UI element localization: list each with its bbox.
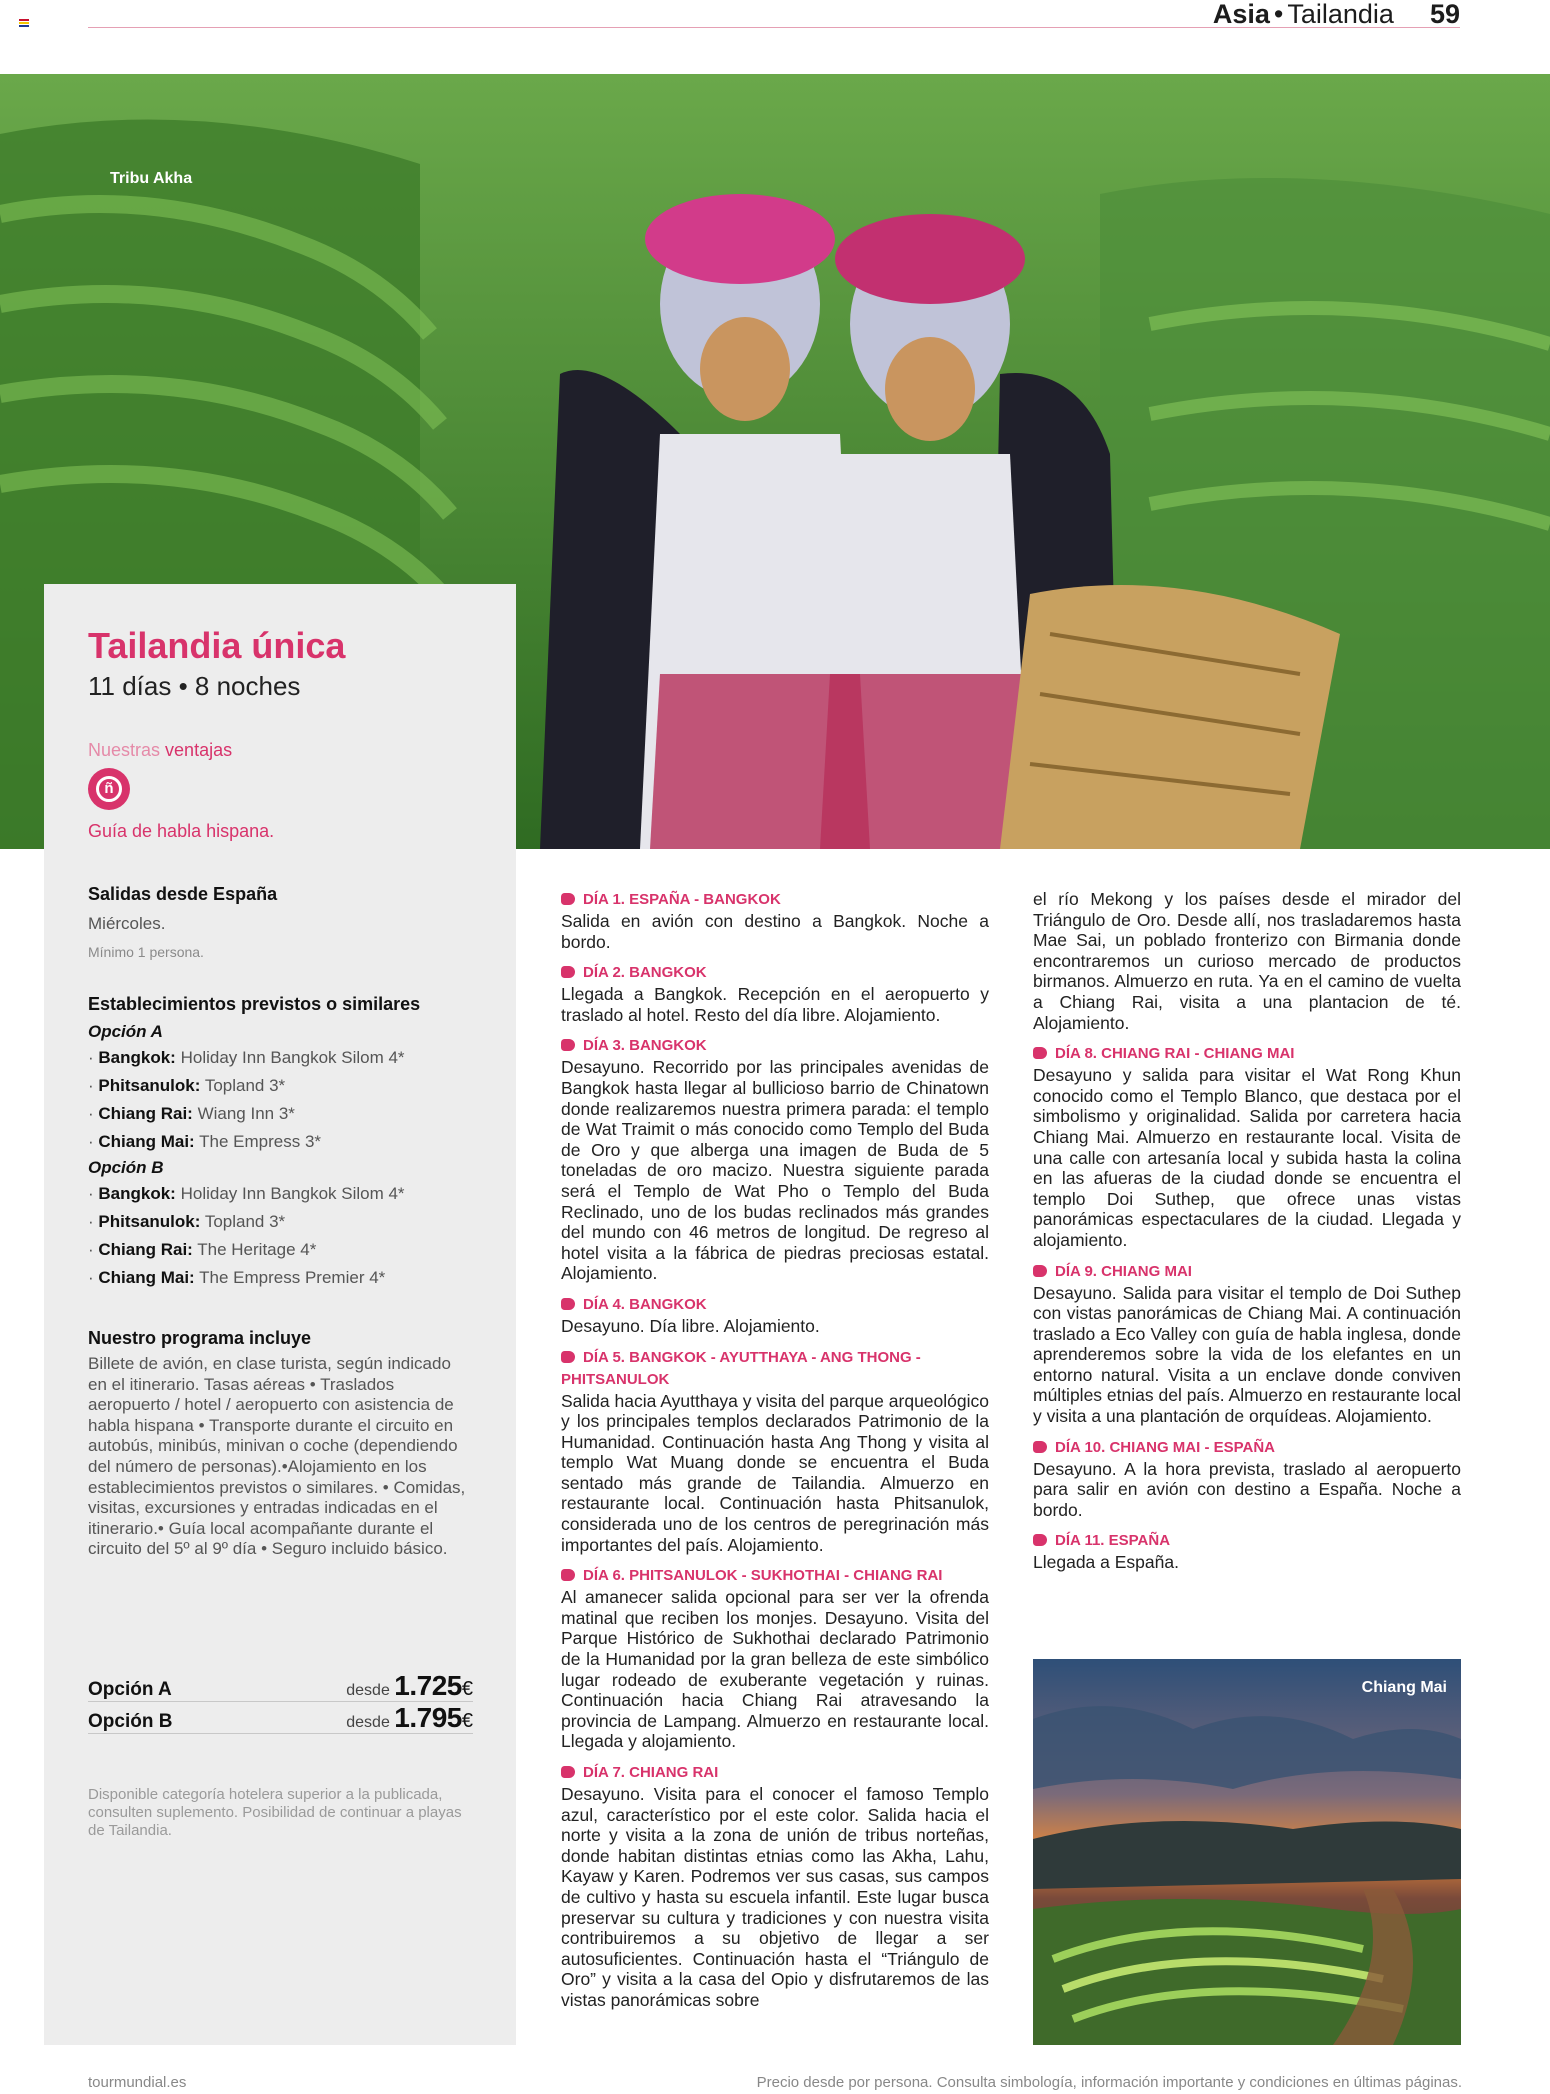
trip-details xyxy=(88,882,473,1560)
day-marker-icon xyxy=(561,966,575,978)
advantages-heading xyxy=(88,740,232,761)
hotel-option-a xyxy=(88,1020,473,1156)
header-separator: • xyxy=(1273,0,1284,29)
day-marker-icon xyxy=(561,1298,575,1310)
hotel-item: · Phitsanulok: Topland 3* xyxy=(88,1076,286,1095)
itinerary-day: DÍA 6. PHITSANULOK - SUKHOTHAI - CHIANG RAI Al amanecer salida opcional para ser ver la ofrenda matinal que reciben los monjes. Desayuno. Visita del Parque Histórico de Sukhothai declarado Patrimonio de la Humanidad por la gran belleza de este simbólico lugar rodeado de exuberante vegetación y ruinas. Continuación hacia Chiang Rai atravesando la provincia de Lampang. Almuerzo en restaurante local. Llegada y alojamiento. xyxy=(561,1567,989,1752)
hotel-item: · Chiang Mai: The Empress Premier 4* xyxy=(88,1268,386,1287)
hotel-option-label: Opción B xyxy=(88,1158,164,1177)
day-marker-icon xyxy=(561,1351,575,1363)
itinerary-day: DÍA 2. BANGKOK Llegada a Bangkok. Recepción en el aeropuerto y traslado al hotel. Resto del día libre. Alojamiento. xyxy=(561,964,989,1025)
itinerary-column-2 xyxy=(1033,889,1461,1583)
departures-heading: Salidas desde España xyxy=(88,884,278,904)
photo-caption: Chiang Mai xyxy=(1361,1679,1447,1696)
day-marker-icon xyxy=(1033,1047,1047,1059)
itinerary-day: DÍA 11. ESPAÑA Llegada a España. xyxy=(1033,1532,1179,1573)
hotel-option-b xyxy=(88,1156,473,1292)
price-amount: 1.725 xyxy=(394,1670,462,1701)
itinerary-day: DÍA 9. CHIANG MAI Desayuno. Salida para visitar el templo de Doi Suthep con vistas panorámicas de Chiang Mai. A continuación traslado a Eco Valley con guía de habla inglesa, donde aprenderemos sobre la vida de los elefantes en un entorno natural. Visita a un enclave donde conviven múltiples etnias del país. Almuerzo en restaurante local y visita a una plantación de orquídeas. Alojamiento. xyxy=(1033,1262,1462,1427)
chiang-mai-photo xyxy=(1033,1659,1461,2045)
includes-text: Billete de avión, en clase turista, según indicado en el itinerario. Tasas aéreas • Traslados aeropuerto / hotel / aeropuerto con asistencia de habla hispana • Transporte durante el circuito en autobús, minibús, minivan o coche (dependiendo del número de personas).•Alojamiento en los establecimientos previstos o similares. • Comidas, visitas, excursiones y entradas indicadas en el itinerario.• Guía local acompañante durante el circuito del 5º al 9º día • Seguro incluido básico. xyxy=(88,1354,466,1559)
price-row: Opción B desde 1.795€ xyxy=(88,1702,473,1733)
includes-heading: Nuestro programa incluye xyxy=(88,1328,312,1348)
hotel-item: · Chiang Rai: Wiang Inn 3* xyxy=(88,1104,295,1123)
itinerary-day-continued: el río Mekong y los países desde el mirador del Triángulo de Oro. Desde allí, nos trasladaremos hasta Mae Sai, un poblado fronterizo con Birmania donde encontraremos un curioso mercado de productos birmanos. Almuerzo en ruta. Ya en el camino de vuelta a Chiang Rai, visita a una plantacion de té. Alojamiento. xyxy=(1033,889,1461,1033)
page-header xyxy=(1213,0,1460,30)
footer-note: Precio desde por persona. Consulta simbología, información importante y condiciones en últimas páginas. xyxy=(756,2074,1462,2091)
hotel-item: · Chiang Mai: The Empress 3* xyxy=(88,1132,322,1151)
departures-day: Miércoles. xyxy=(88,914,166,933)
advantage-text: Guía de habla hispana. xyxy=(88,821,275,841)
itinerary-day: DÍA 5. BANGKOK - AYUTTHAYA - ANG THONG - PHITSANULOK Salida hacia Ayutthaya y visita del parque arqueológico y los principales templos declarados Patrimonio de la Humanidad. Continuación hasta Ang Thong y visita al templo Wat Muang donde se encuentra el Buda sentado más grande de Tailandia. Almuerzo en restaurante local. Continuación hasta Phitsanulok, considerada uno de los centros de peregrinación más importantes del país. Alojamiento. xyxy=(561,1348,989,1555)
departures-minimum: Mínimo 1 persona. xyxy=(88,944,204,960)
hotel-item: · Chiang Rai: The Heritage 4* xyxy=(88,1240,317,1259)
day-marker-icon xyxy=(561,893,575,905)
header-region: Asia xyxy=(1212,0,1270,29)
footer-website[interactable]: tourmundial.es xyxy=(88,2074,187,2091)
itinerary-day: DÍA 7. CHIANG RAI Desayuno. Visita para el conocer el famoso Templo azul, característico por el este color. Salida hacia el norte y visita a la zona de unión de tribus norteñas, donde habitan distintas etnias como las Akha, Lahu, Kayaw y Karen. Podremos ver sus casas, sus campos de cultivo y hasta su escuela infantil. Este lugar busca preservar su cultura y tradiciones y con nuestra visita contribuiremos a su objetivo de llegar a ser autosuficientes. Continuación hasta el “Triángulo de Oro” y visita a la casa del Opio y disfrutaremos de las vistas panorámicas sobre xyxy=(561,1764,989,2010)
price-option: Opción B xyxy=(88,1711,173,1732)
hotels-heading: Establecimientos previstos o similares xyxy=(88,994,421,1014)
itinerary-day: DÍA 1. ESPAÑA - BANGKOK Salida en avión con destino a Bangkok. Noche a bordo. xyxy=(561,891,989,952)
price-table xyxy=(88,1670,473,1734)
trip-duration: 11 días • 8 noches xyxy=(88,671,301,701)
hotel-item: · Bangkok: Holiday Inn Bangkok Silom 4* xyxy=(88,1184,405,1203)
advantages-heading-light: Nuestras xyxy=(88,740,161,760)
hotel-option-label: Opción A xyxy=(88,1022,163,1041)
itinerary-day: DÍA 4. BANGKOK Desayuno. Día libre. Alojamiento. xyxy=(561,1295,820,1336)
day-marker-icon xyxy=(1033,1265,1047,1277)
itinerary-day: DÍA 3. BANGKOK Desayuno. Recorrido por las principales avenidas de Bangkok hasta llegar al bullicioso barrio de Chinatown donde realizaremos nuestra primera parada: el templo de Wat Traimit o más conocido como Templo del Buda de Oro y que alberga una imagen de Buda de 5 toneladas de oro macizo. Nuestra siguiente parada será el Templo de Wat Pho o Templo del Buda Reclinado, uno de los budas reclinados más grandes del mundo con 46 metros de longitud. De regreso al hotel visita a la fábrica de piedras preciosas estatal. Alojamiento. xyxy=(561,1037,989,1284)
itinerary-day: DÍA 8. CHIANG RAI - CHIANG MAI Desayuno y salida para visitar el Wat Rong Khun conocido como el Templo Blanco, que destaca por el simbolismo y originalidad. Salida por carretera hacia Chiang Mai. Almuerzo en restaurante local. Visita de una calle con artesanía local y subida hasta la colina en las afueras de la ciudad donde se encuentra el templo Doi Suthep, que ofrece unas vistas panorámicas espectaculares de la ciudad. Llegada y alojamiento. xyxy=(1033,1045,1461,1250)
hotel-item: · Bangkok: Holiday Inn Bangkok Silom 4* xyxy=(88,1048,405,1067)
hero-caption: Tribu Akha xyxy=(110,170,193,187)
flag-icon xyxy=(19,19,29,26)
header-country: Tailandia xyxy=(1287,0,1394,29)
day-marker-icon xyxy=(561,1569,575,1581)
price-amount: 1.795 xyxy=(394,1702,462,1733)
price-option: Opción A xyxy=(88,1679,172,1700)
hotel-note: Disponible categoría hotelera superior a la publicada, consulten suplemento. Posibilidad de continuar a playas de Tailandia. xyxy=(88,1786,462,1839)
itinerary-day: DÍA 10. CHIANG MAI - ESPAÑA Desayuno. A la hora prevista, traslado al aeropuerto para salir en avión con destino a España. Noche a bordo. xyxy=(1033,1438,1461,1520)
day-marker-icon xyxy=(1033,1534,1047,1546)
itinerary-column-1 xyxy=(561,889,989,2021)
page-number: 59 xyxy=(1429,0,1460,29)
trip-title: Tailandia única xyxy=(88,625,346,666)
day-marker-icon xyxy=(561,1766,575,1778)
hotel-item: · Phitsanulok: Topland 3* xyxy=(88,1212,286,1231)
day-marker-icon xyxy=(561,1039,575,1051)
day-marker-icon xyxy=(1033,1441,1047,1453)
advantages-heading-bold: ventajas xyxy=(165,740,233,760)
spanish-guide-icon: ñ xyxy=(88,768,130,810)
price-row: Opción A desde 1.725€ xyxy=(88,1670,473,1701)
